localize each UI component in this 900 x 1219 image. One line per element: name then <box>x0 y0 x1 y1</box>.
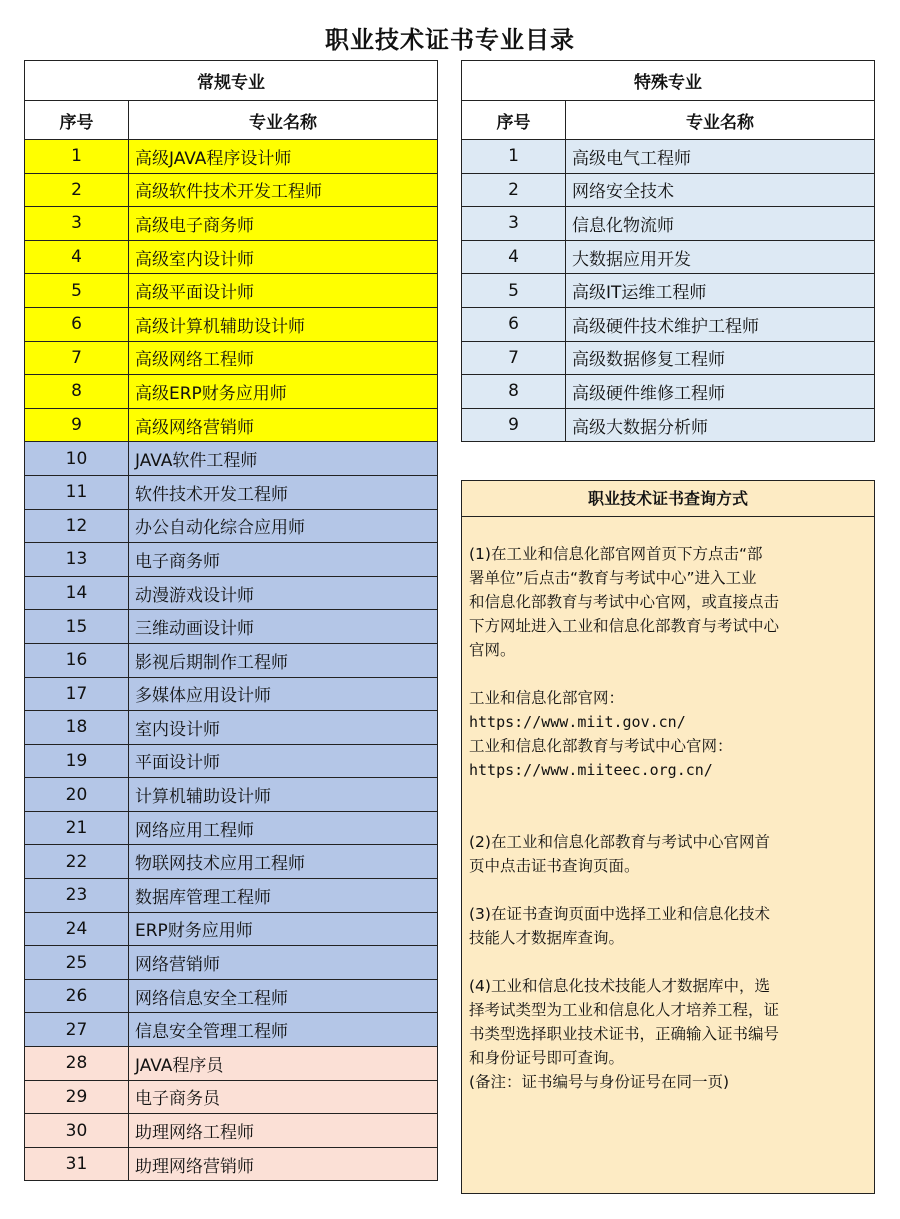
row-number: 7 <box>25 341 129 375</box>
table-row <box>25 475 438 509</box>
major-name: 高级IT运维工程师 <box>566 274 875 308</box>
row-number: 11 <box>25 475 129 509</box>
major-name: 网络应用工程师 <box>129 811 438 845</box>
table-row <box>25 509 438 543</box>
major-name: 高级电子商务师 <box>129 207 438 241</box>
row-number: 16 <box>25 643 129 677</box>
table-row <box>25 711 438 745</box>
major-name: 高级平面设计师 <box>129 274 438 308</box>
query-method-panel <box>461 480 875 1194</box>
table-row <box>25 341 438 375</box>
table-row <box>25 912 438 946</box>
query-text-line: 页中点击证书查询页面。 <box>469 857 640 875</box>
table-row <box>25 610 438 644</box>
query-heading: 职业技术证书查询方式 <box>462 481 874 517</box>
row-number: 18 <box>25 711 129 745</box>
major-name: 高级网络工程师 <box>129 341 438 375</box>
table-row <box>25 140 438 174</box>
special-col-name: 专业名称 <box>566 101 875 140</box>
query-text-line: (备注：证书编号与身份证号在同一页) <box>469 1073 730 1091</box>
query-step-1 <box>469 542 868 662</box>
query-text-line: (3)在证书查询页面中选择工业和信息化技术 <box>469 905 770 923</box>
table-row <box>25 207 438 241</box>
table-row <box>25 240 438 274</box>
special-heading: 特殊专业 <box>462 61 875 101</box>
table-row <box>25 543 438 577</box>
page-title: 职业技术证书专业目录 <box>325 25 575 54</box>
major-name: 多媒体应用设计师 <box>129 677 438 711</box>
table-row <box>25 173 438 207</box>
query-text-line: 官网。 <box>469 641 516 659</box>
row-number: 4 <box>462 240 566 274</box>
row-number: 19 <box>25 744 129 778</box>
query-text-line: (2)在工业和信息化部教育与考试中心官网首 <box>469 833 770 851</box>
regular-col-num: 序号 <box>25 101 129 140</box>
row-number: 13 <box>25 543 129 577</box>
table-row <box>25 1047 438 1081</box>
query-step-4 <box>469 974 868 1094</box>
major-name: 室内设计师 <box>129 711 438 745</box>
row-number: 31 <box>25 1147 129 1181</box>
table-row <box>462 274 875 308</box>
major-name: 软件技术开发工程师 <box>129 475 438 509</box>
row-number: 3 <box>462 207 566 241</box>
site2-label: 工业和信息化部教育与考试中心官网： <box>469 737 733 755</box>
table-row <box>462 207 875 241</box>
table-row <box>25 677 438 711</box>
table-row <box>25 1114 438 1148</box>
table-row <box>25 979 438 1013</box>
row-number: 1 <box>462 140 566 174</box>
major-name: 高级数据修复工程师 <box>566 341 875 375</box>
major-name: JAVA软件工程师 <box>129 442 438 476</box>
row-number: 9 <box>462 408 566 442</box>
row-number: 29 <box>25 1080 129 1114</box>
table-row <box>462 173 875 207</box>
row-number: 9 <box>25 408 129 442</box>
table-row <box>462 307 875 341</box>
row-number: 4 <box>25 240 129 274</box>
major-name: 高级JAVA程序设计师 <box>129 140 438 174</box>
major-name: 高级网络营销师 <box>129 408 438 442</box>
major-name: 数据库管理工程师 <box>129 879 438 913</box>
table-row <box>25 1080 438 1114</box>
major-name: 影视后期制作工程师 <box>129 643 438 677</box>
row-number: 1 <box>25 140 129 174</box>
row-number: 27 <box>25 1013 129 1047</box>
regular-majors-table <box>24 60 438 1181</box>
major-name: 高级计算机辅助设计师 <box>129 307 438 341</box>
query-text-line: 和信息化部教育与考试中心官网，或直接点击 <box>469 593 780 611</box>
row-number: 12 <box>25 509 129 543</box>
row-number: 6 <box>25 307 129 341</box>
row-number: 2 <box>25 173 129 207</box>
query-text-line: 和身份证号即可查询。 <box>469 1049 625 1067</box>
major-name: 高级室内设计师 <box>129 240 438 274</box>
row-number: 8 <box>462 375 566 409</box>
major-name: 电子商务师 <box>129 543 438 577</box>
row-number: 10 <box>25 442 129 476</box>
row-number: 22 <box>25 845 129 879</box>
major-name: 平面设计师 <box>129 744 438 778</box>
major-name: 高级电气工程师 <box>566 140 875 174</box>
row-number: 24 <box>25 912 129 946</box>
site2-url[interactable]: https://www.miiteec.org.cn/ <box>469 761 713 779</box>
row-number: 28 <box>25 1047 129 1081</box>
major-name: 大数据应用开发 <box>566 240 875 274</box>
table-row <box>462 408 875 442</box>
table-row <box>25 1013 438 1047</box>
major-name: 高级软件技术开发工程师 <box>129 173 438 207</box>
row-number: 5 <box>462 274 566 308</box>
major-name: 助理网络工程师 <box>129 1114 438 1148</box>
table-row <box>25 408 438 442</box>
row-number: 20 <box>25 778 129 812</box>
row-number: 7 <box>462 341 566 375</box>
major-name: 计算机辅助设计师 <box>129 778 438 812</box>
table-row <box>462 240 875 274</box>
row-number: 15 <box>25 610 129 644</box>
major-name: 电子商务员 <box>129 1080 438 1114</box>
site1-label: 工业和信息化部官网： <box>469 689 625 707</box>
table-row <box>25 845 438 879</box>
major-name: 动漫游戏设计师 <box>129 576 438 610</box>
table-row <box>25 879 438 913</box>
table-row <box>25 375 438 409</box>
row-number: 14 <box>25 576 129 610</box>
row-number: 5 <box>25 274 129 308</box>
row-number: 21 <box>25 811 129 845</box>
query-text-line: (4)工业和信息化技术技能人才数据库中，选 <box>469 977 770 995</box>
major-name: ERP财务应用师 <box>129 912 438 946</box>
table-row <box>25 1147 438 1181</box>
row-number: 8 <box>25 375 129 409</box>
special-majors-table <box>461 60 875 442</box>
table-row <box>25 274 438 308</box>
query-text-line: 下方网址进入工业和信息化部教育与考试中心 <box>469 617 780 635</box>
row-number: 23 <box>25 879 129 913</box>
row-number: 30 <box>25 1114 129 1148</box>
site1-url[interactable]: https://www.miit.gov.cn/ <box>469 713 686 731</box>
major-name: 物联网技术应用工程师 <box>129 845 438 879</box>
major-name: 三维动画设计师 <box>129 610 438 644</box>
row-number: 25 <box>25 946 129 980</box>
major-name: 信息安全管理工程师 <box>129 1013 438 1047</box>
table-row <box>25 576 438 610</box>
table-row <box>25 442 438 476</box>
table-row <box>462 140 875 174</box>
major-name: 助理网络营销师 <box>129 1147 438 1181</box>
major-name: 办公自动化综合应用师 <box>129 509 438 543</box>
major-name: 网络营销师 <box>129 946 438 980</box>
special-col-num: 序号 <box>462 101 566 140</box>
table-row <box>25 744 438 778</box>
query-step-2 <box>469 830 868 878</box>
row-number: 6 <box>462 307 566 341</box>
row-number: 2 <box>462 173 566 207</box>
major-name: JAVA程序员 <box>129 1047 438 1081</box>
query-step-3 <box>469 902 868 950</box>
query-text-line: (1)在工业和信息化部官网首页下方点击“部 <box>469 545 763 563</box>
row-number: 26 <box>25 979 129 1013</box>
table-row <box>25 307 438 341</box>
table-row <box>462 375 875 409</box>
major-name: 网络安全技术 <box>566 173 875 207</box>
major-name: 高级ERP财务应用师 <box>129 375 438 409</box>
regular-heading: 常规专业 <box>25 61 438 101</box>
row-number: 3 <box>25 207 129 241</box>
query-text-line: 择考试类型为工业和信息化人才培养工程，证 <box>469 1001 780 1019</box>
table-row <box>25 643 438 677</box>
row-number: 17 <box>25 677 129 711</box>
major-name: 信息化物流师 <box>566 207 875 241</box>
query-text-line: 技能人才数据库查询。 <box>469 929 625 947</box>
major-name: 高级硬件技术维护工程师 <box>566 307 875 341</box>
major-name: 高级大数据分析师 <box>566 408 875 442</box>
query-text-line: 署单位”后点击“教育与考试中心”进入工业 <box>469 569 757 587</box>
major-name: 网络信息安全工程师 <box>129 979 438 1013</box>
query-text-line: 书类型选择职业技术证书，正确输入证书编号 <box>469 1025 780 1043</box>
major-name: 高级硬件维修工程师 <box>566 375 875 409</box>
regular-col-name: 专业名称 <box>129 101 438 140</box>
table-row <box>25 778 438 812</box>
table-row <box>462 341 875 375</box>
table-row <box>25 946 438 980</box>
table-row <box>25 811 438 845</box>
